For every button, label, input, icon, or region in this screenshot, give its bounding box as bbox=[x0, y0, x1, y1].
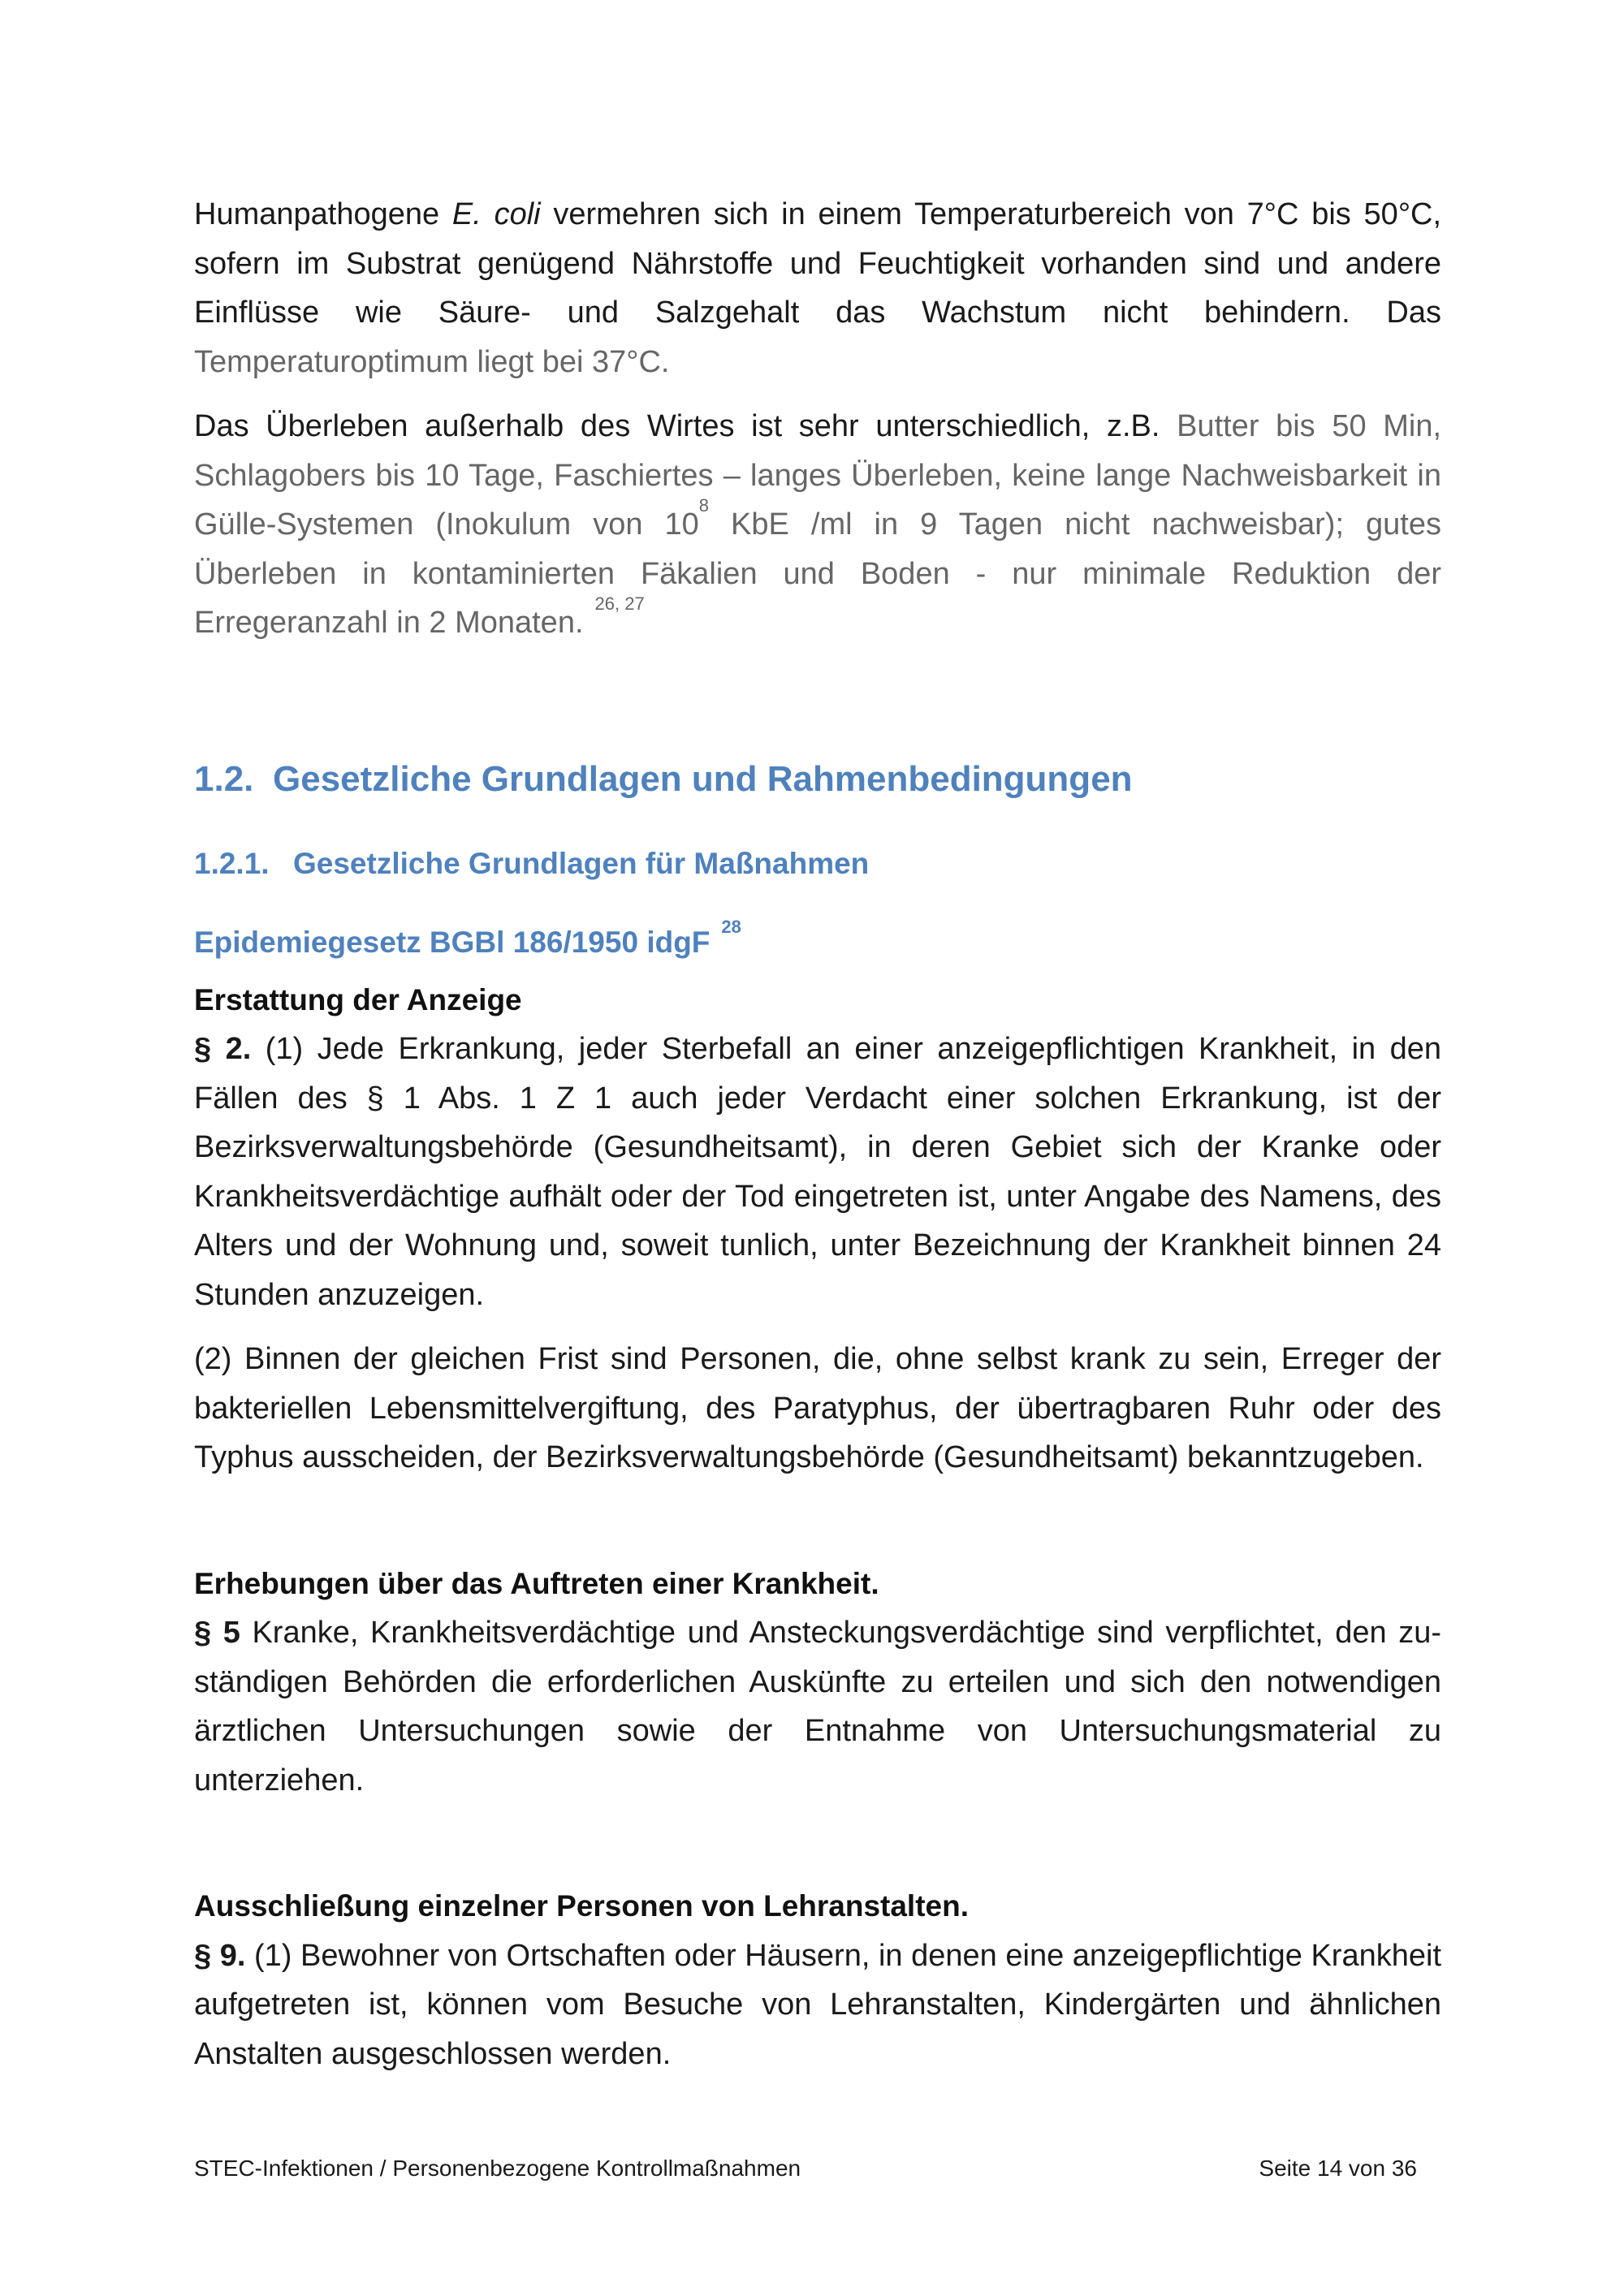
section-title: Gesetzliche Grundlagen und Rahmenbedingungen bbox=[273, 758, 1133, 799]
law-paragraph: § 5 Kranke, Krankheitsverdächtige und Ansteckungsverdächtige sind verpflichtet, den zuständigen Behörden die erforderlichen Auskünfte zu erteilen und sich den notwendigen ärztlichen Untersuchungen sowie der Entnahme von Untersuchungsmaterial zu unterziehen. bbox=[194, 1616, 1442, 1798]
section-heading bbox=[194, 755, 1441, 804]
intro-paragraph-2: Das Überleben außerhalb des Wirtes ist sehr unterschiedlich, z.B. Butter bis 50 Min, Schlagobers bis 10 Tage, Faschiertes – langes Überleben, keine lange Nachweisbarkeit in Gülle-Systemen (Inokulum von $10^8$ KbE /ml in 9 Tagen nicht nachweisbar); gutes Überleben in kontaminierten Fäkalien und Boden - nur minimale Reduktion der Erregeranzahl in 2 Monaten.$^{26, 27}$ bbox=[194, 409, 1442, 640]
paragraph-label: § 5 bbox=[194, 1616, 240, 1650]
temperature-optimum-text: Temperaturoptimum liegt bei 37°C. bbox=[194, 344, 670, 379]
page-footer bbox=[194, 2152, 1417, 2185]
block-heading: Erhebungen über das Auftreten einer Krankheit. bbox=[194, 1566, 879, 1600]
exponent: 8 bbox=[698, 495, 710, 516]
page-number: Seite 14 von 36 bbox=[1259, 2156, 1417, 2181]
section-number: 1.2. bbox=[194, 758, 254, 799]
footer-title: STEC-Infektionen / Personenbezogene Kontrollmaßnahmen bbox=[194, 2156, 801, 2181]
law-paragraph: § 9. (1) Bewohner von Ortschaften oder Häusern, in denen eine anzeigepflichtige Krankheit aufgetreten ist, können vom Besuche von Lehranstalten, Kindergärten und ähnlichen Anstalten ausgeschlossen werden. bbox=[194, 1938, 1441, 2071]
law-paragraph: § 2. (1) Jede Erkrankung, jeder Sterbefall an einer anzeigepflichtigen Krankheit, in den Fällen des § 1 Abs. 1 Z 1 auch jeder Verdacht einer solchen Erkrankung, ist der Bezirksverwaltungsbehörde (Gesundheitsamt), in deren Gebiet sich der Kranke oder Krankheitsverdächtige aufhält oder der Tod eingetreten ist, unter Angabe des Namens, des Alters und der Wohnung und, soweit tunlich, unter Bezeichnung der Krankheit binnen 24 Stunden anzuzeigen. bbox=[194, 1032, 1441, 1312]
block-heading: Ausschließung einzelner Personen von Lehranstalten. bbox=[194, 1889, 969, 1923]
footnote-ref: 28 bbox=[721, 916, 741, 937]
paragraph-label: § 9. bbox=[194, 1938, 246, 1973]
subsection-title: Gesetzliche Grundlagen für Maßnahmen bbox=[293, 846, 870, 880]
intro-paragraph-1: Humanpathogene E. coli vermehren sich in einem Temperaturbereich von 7°C bis 50°C, sofern im Substrat genügend Nährstoffe und Feuchtigkeit vorhanden sind und andere Einflüsse wie Säure- und Salzgehalt das Wachstum nicht behindern. Das Temperaturoptimum liegt bei 37°C. bbox=[194, 197, 1442, 379]
page-content bbox=[194, 190, 1441, 2078]
subsection-number: 1.2.1. bbox=[194, 846, 270, 880]
paragraph-label: § 2. bbox=[194, 1032, 252, 1066]
block-heading: Erstattung der Anzeige bbox=[194, 982, 522, 1016]
footnote-ref: 26, 27 bbox=[594, 593, 645, 614]
subsection-heading bbox=[194, 843, 1441, 885]
law-title: Epidemiegesetz BGBl 186/1950 idgF $^{28}$ bbox=[194, 916, 741, 959]
law-subparagraph: (2) Binnen der gleichen Frist sind Personen, die, ohne selbst krank zu sein, Erreger der bakteriellen Lebensmittelvergiftung, des Paratyphus, der übertragbaren Ruhr oder des Typhus ausscheiden, der Bezirksverwaltungsbehörde (Gesundheitsamt) bekanntzugeben. bbox=[194, 1342, 1441, 1474]
ecoli-italic: E. coli bbox=[451, 197, 541, 231]
